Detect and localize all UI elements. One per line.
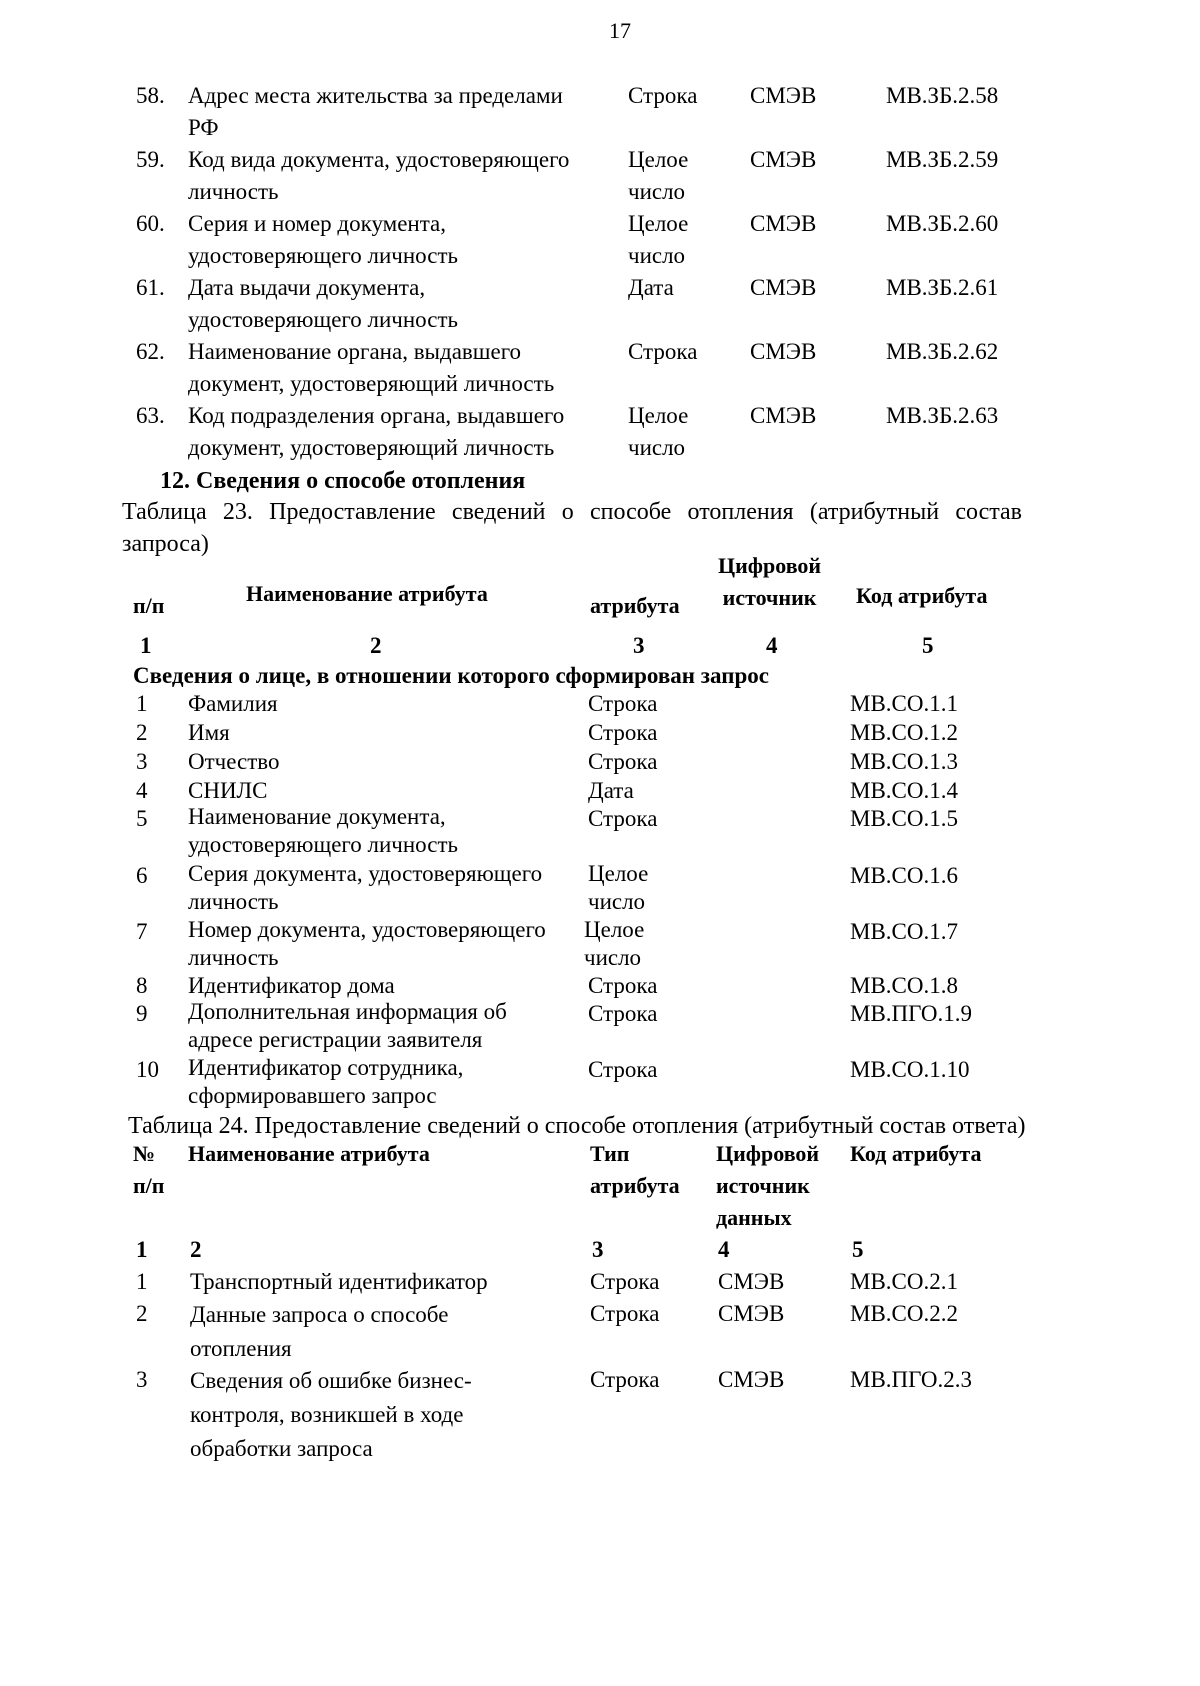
attribute-type: Строка bbox=[590, 1367, 660, 1392]
col-number: 1 bbox=[140, 633, 152, 658]
row-number: 7 bbox=[136, 919, 148, 944]
group-title: Сведения о лице, в отношении которого сформирован запрос bbox=[133, 663, 769, 688]
header-num: п/п bbox=[133, 593, 165, 618]
row-number: 58. bbox=[136, 83, 165, 108]
attribute-name: Отчество bbox=[188, 749, 280, 774]
attribute-type: Дата bbox=[628, 275, 674, 300]
page-number: 17 bbox=[609, 18, 631, 43]
attribute-code: МВ.ЗБ.2.59 bbox=[886, 147, 999, 172]
row-number: 8 bbox=[136, 973, 148, 998]
attribute-code: МВ.СО.1.7 bbox=[850, 919, 958, 944]
row-number: 4 bbox=[136, 778, 148, 803]
attribute-name: Номер документа, удостоверяющего личность bbox=[188, 917, 546, 970]
table-23-caption: Таблица 23. Предоставление сведений о способе отопления (атрибутный состав запроса) bbox=[122, 499, 1022, 557]
attribute-type: Строка bbox=[628, 83, 698, 108]
col-number: 1 bbox=[136, 1237, 148, 1262]
attribute-code: МВ.СО.1.8 bbox=[850, 973, 958, 998]
attribute-code: МВ.СО.1.10 bbox=[850, 1057, 970, 1082]
attribute-name: Транспортный идентификатор bbox=[190, 1269, 488, 1294]
header-type: Тип атрибута bbox=[590, 1141, 680, 1198]
header-code: Код атрибута bbox=[850, 1141, 982, 1166]
attribute-type: Целое число bbox=[628, 211, 689, 268]
attribute-type: Целое число bbox=[628, 403, 689, 460]
header-type: атрибута bbox=[590, 593, 680, 618]
col-number: 5 bbox=[852, 1237, 864, 1262]
row-number: 10 bbox=[136, 1057, 159, 1082]
attribute-name: Код подразделения органа, выдавшего документ, удостоверяющий личность bbox=[188, 403, 565, 460]
col-number: 4 bbox=[718, 1237, 730, 1262]
col-number: 5 bbox=[922, 633, 934, 658]
attribute-code: МВ.СО.2.1 bbox=[850, 1269, 958, 1294]
attribute-type: Строка bbox=[628, 339, 698, 364]
attribute-type: Целое число bbox=[584, 917, 645, 970]
header-source: Цифровой источник данных bbox=[716, 1141, 820, 1230]
header-name: Наименование атрибута bbox=[246, 581, 488, 606]
attribute-source: СМЭВ bbox=[750, 211, 817, 236]
attribute-code: МВ.ПГО.2.3 bbox=[850, 1367, 972, 1392]
attribute-source: СМЭВ bbox=[718, 1269, 785, 1294]
col-number: 4 bbox=[766, 633, 778, 658]
attribute-type: Строка bbox=[588, 806, 658, 831]
attribute-code: МВ.СО.1.1 bbox=[850, 691, 958, 716]
header-code: Код атрибута bbox=[856, 583, 988, 608]
attribute-source: СМЭВ bbox=[718, 1301, 785, 1326]
attribute-code: МВ.ЗБ.2.60 bbox=[886, 211, 999, 236]
attribute-source: СМЭВ bbox=[750, 83, 817, 108]
attribute-code: МВ.ЗБ.2.61 bbox=[886, 275, 999, 300]
attribute-type: Строка bbox=[588, 1001, 658, 1026]
attribute-name: Дата выдачи документа, удостоверяющего личность bbox=[188, 275, 458, 332]
attribute-type: Дата bbox=[588, 778, 634, 803]
attribute-code: МВ.ЗБ.2.58 bbox=[886, 83, 999, 108]
row-number: 60. bbox=[136, 211, 165, 236]
attribute-code: МВ.СО.1.2 bbox=[850, 720, 958, 745]
row-number: 2 bbox=[136, 1301, 148, 1326]
attribute-name: Наименование органа, выдавшего документ, удостоверяющий личность bbox=[188, 339, 555, 396]
row-number: 59. bbox=[136, 147, 165, 172]
attribute-name: Наименование документа, удостоверяющего личность bbox=[188, 804, 458, 857]
row-number: 62. bbox=[136, 339, 165, 364]
row-number: 3 bbox=[136, 1367, 148, 1392]
table-24-caption: Таблица 24. Предоставление сведений о способе отопления (атрибутный состав ответа) bbox=[128, 1113, 1026, 1139]
section-heading: 12. Сведения о способе отопления bbox=[160, 468, 526, 494]
attribute-type: Строка bbox=[588, 691, 658, 716]
attribute-name: Идентификатор сотрудника, сформировавшего запрос bbox=[188, 1055, 464, 1108]
attribute-source: СМЭВ bbox=[718, 1367, 785, 1392]
row-number: 63. bbox=[136, 403, 165, 428]
attribute-name: Серия документа, удостоверяющего личность bbox=[188, 861, 543, 914]
attribute-name: Адрес места жительства за пределами РФ bbox=[188, 83, 563, 140]
attribute-type: Строка bbox=[588, 1057, 658, 1082]
row-number: 61. bbox=[136, 275, 165, 300]
attribute-type: Строка bbox=[590, 1269, 660, 1294]
attribute-name: Фамилия bbox=[188, 691, 278, 716]
attribute-source: СМЭВ bbox=[750, 403, 817, 428]
attribute-name: Имя bbox=[188, 720, 230, 745]
attribute-code: МВ.ПГО.1.9 bbox=[850, 1001, 972, 1026]
attribute-code: МВ.СО.2.2 bbox=[850, 1301, 958, 1326]
row-number: 2 bbox=[136, 720, 148, 745]
attribute-name: Код вида документа, удостоверяющего личность bbox=[188, 147, 570, 204]
attribute-code: МВ.СО.1.5 bbox=[850, 806, 958, 831]
header-name: Наименование атрибута bbox=[188, 1141, 430, 1166]
row-number: 1 bbox=[136, 691, 148, 716]
row-number: 6 bbox=[136, 863, 148, 888]
col-number: 3 bbox=[592, 1237, 604, 1262]
col-number: 2 bbox=[370, 633, 382, 658]
col-number: 3 bbox=[633, 633, 645, 658]
header-source: Цифровой источник bbox=[718, 553, 822, 610]
attribute-name: Серия и номер документа, удостоверяющего личность bbox=[188, 211, 458, 268]
header-num: № п/п bbox=[133, 1141, 165, 1198]
attribute-code: МВ.СО.1.3 bbox=[850, 749, 958, 774]
attribute-source: СМЭВ bbox=[750, 339, 817, 364]
attribute-type: Целое число bbox=[628, 147, 689, 204]
attribute-name: Дополнительная информация об адресе регистрации заявителя bbox=[188, 999, 507, 1052]
attribute-source: СМЭВ bbox=[750, 147, 817, 172]
attribute-source: СМЭВ bbox=[750, 275, 817, 300]
attribute-name: СНИЛС bbox=[188, 778, 268, 803]
attribute-code: МВ.СО.1.4 bbox=[850, 778, 958, 803]
attribute-type: Строка bbox=[590, 1301, 660, 1326]
attribute-code: МВ.ЗБ.2.63 bbox=[886, 403, 999, 428]
col-number: 2 bbox=[190, 1237, 202, 1262]
attribute-type: Строка bbox=[588, 720, 658, 745]
attribute-type: Строка bbox=[588, 749, 658, 774]
attribute-code: МВ.ЗБ.2.62 bbox=[886, 339, 999, 364]
attribute-code: МВ.СО.1.6 bbox=[850, 863, 958, 888]
row-number: 1 bbox=[136, 1269, 148, 1294]
attribute-name: Идентификатор дома bbox=[188, 973, 395, 998]
attribute-type: Строка bbox=[588, 973, 658, 998]
attribute-name: Данные запроса о способе отопления bbox=[190, 1302, 449, 1361]
row-number: 5 bbox=[136, 806, 148, 831]
attribute-type: Целое число bbox=[588, 861, 649, 914]
row-number: 9 bbox=[136, 1001, 148, 1026]
row-number: 3 bbox=[136, 749, 148, 774]
attribute-name: Сведения об ошибке бизнес- контроля, возникшей в ходе обработки запроса bbox=[190, 1368, 472, 1461]
